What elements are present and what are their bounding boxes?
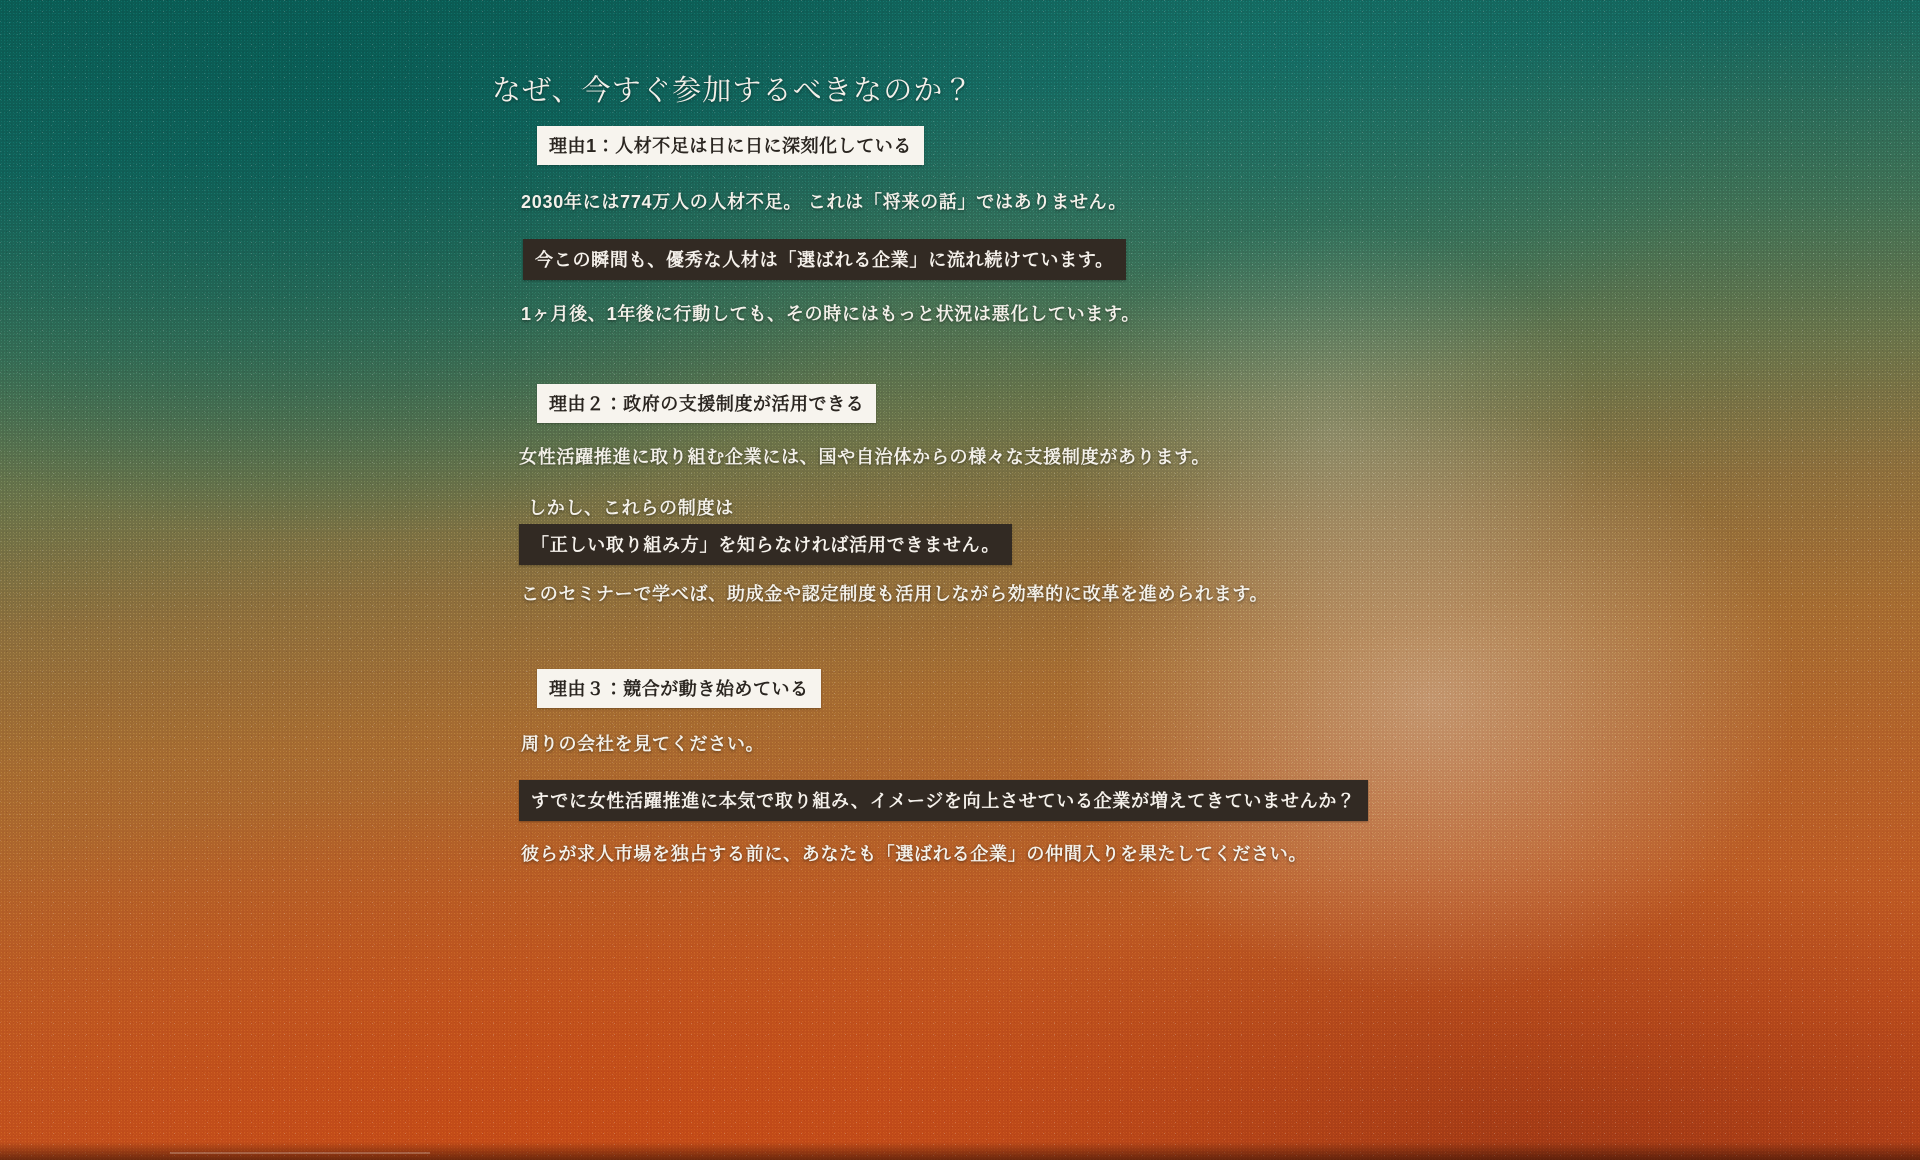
section-1-line-2-highlight: 今この瞬間も、優秀な人材は「選ばれる企業」に流れ続けています。: [523, 239, 1126, 280]
section-3-line-2-highlight: すでに女性活躍推進に本気で取り組み、イメージを向上させている企業が増えてきていませんか？: [519, 780, 1368, 821]
section-2-line-4: このセミナーで学べば、助成金や認定制度も活用しながら効率的に改革を進められます。: [521, 584, 1269, 604]
section-header-reason-2: 理由２：政府の支援制度が活用できる: [537, 384, 876, 423]
section-1-line-3: 1ヶ月後、1年後に行動しても、その時にはもっと状況は悪化しています。: [521, 304, 1141, 324]
section-2-line-1: 女性活躍推進に取り組む企業には、国や自治体からの様々な支援制度があります。: [519, 447, 1211, 467]
section-2-line-3-highlight: 「正しい取り組み方」を知らなければ活用できません。: [519, 524, 1012, 565]
section-2-line-2: しかし、これらの制度は: [528, 498, 734, 518]
section-header-reason-3: 理由３：競合が動き始めている: [537, 669, 821, 708]
section-header-reason-1: 理由1：人材不足は日に日に深刻化している: [537, 126, 924, 165]
section-1-line-1: 2030年には774万人の人材不足。 これは「将来の話」ではありません。: [521, 192, 1128, 212]
section-3-line-3: 彼らが求人市場を独占する前に、あなたも「選ばれる企業」の仲間入りを果たしてください。: [521, 844, 1308, 864]
section-3-line-1: 周りの会社を見てください。: [521, 734, 765, 754]
page-title: なぜ、今すぐ参加するべきなのか？: [492, 75, 974, 107]
